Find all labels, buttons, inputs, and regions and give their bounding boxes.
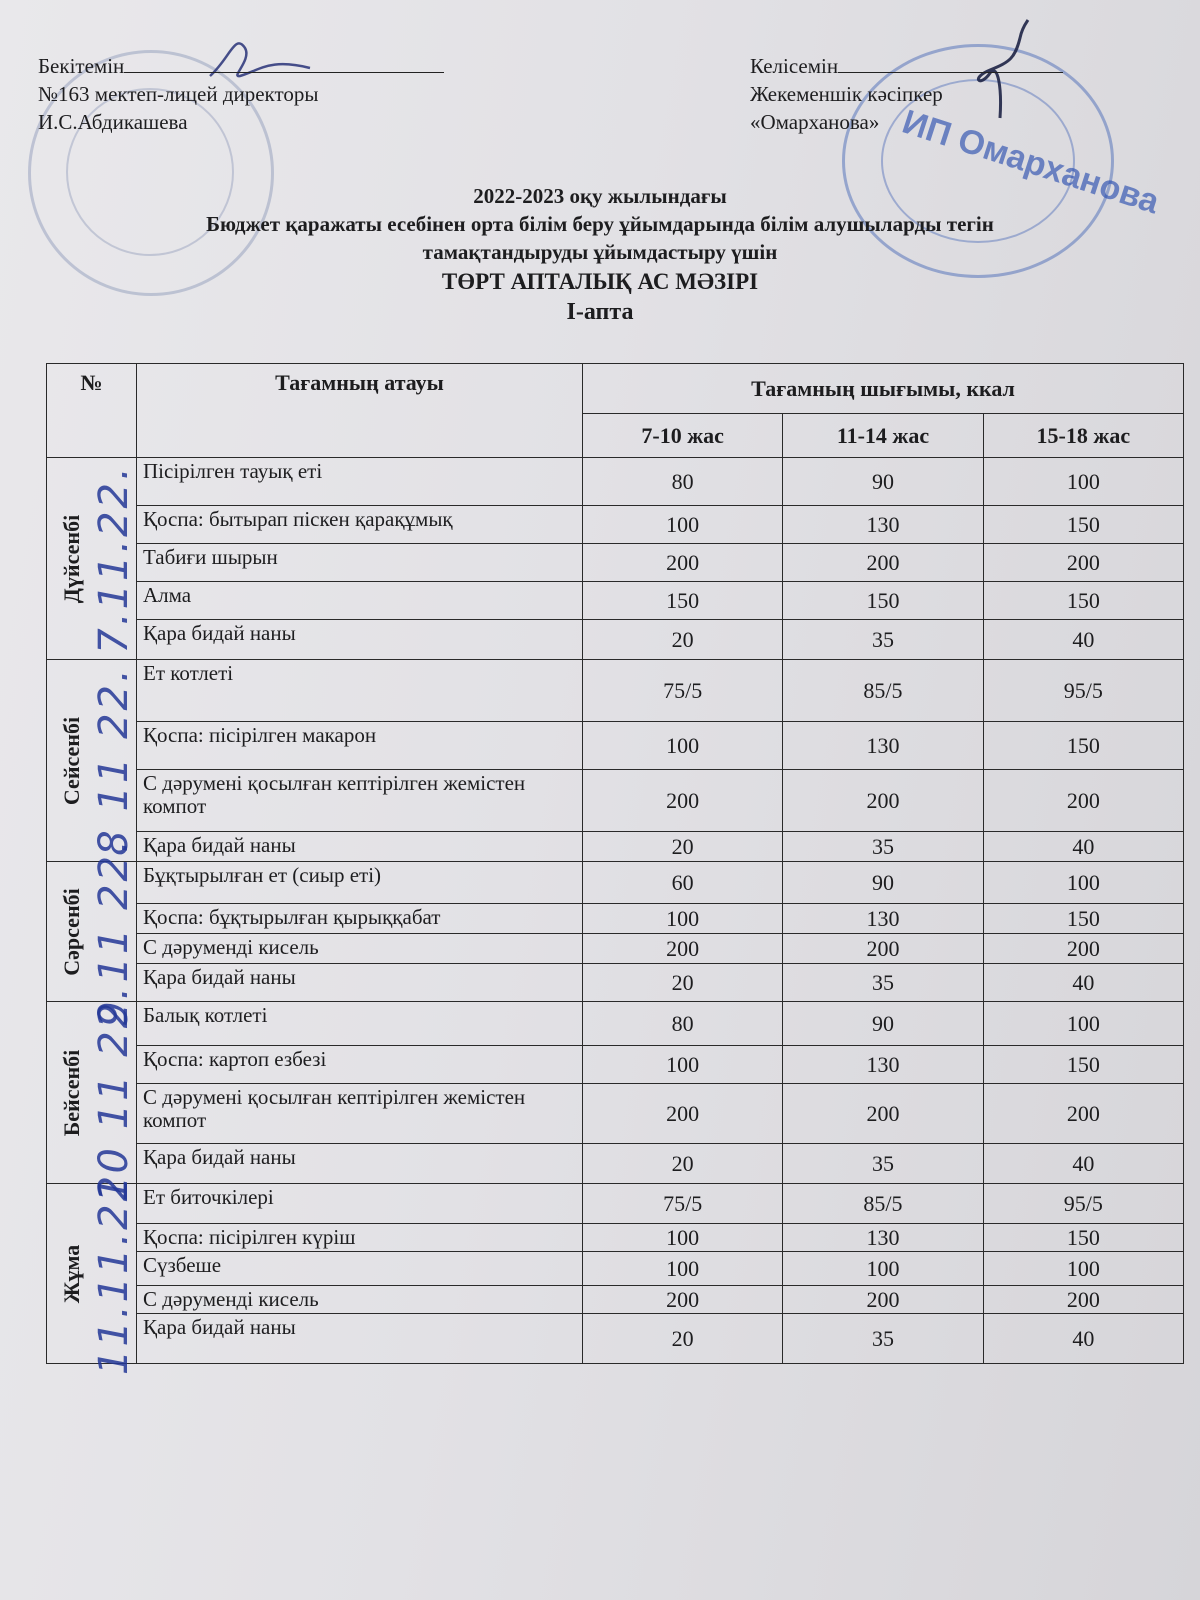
title-year: 2022-2023 оқу жылындағы — [473, 184, 727, 208]
yield-value: 200 — [983, 544, 1183, 582]
day-name: Дүйсенбі — [58, 514, 84, 603]
table-row — [47, 904, 1184, 934]
yield-value: 150 — [983, 722, 1183, 770]
agreement-block — [750, 52, 1063, 136]
yield-value: 20 — [583, 832, 783, 862]
table-row — [47, 1286, 1184, 1314]
handwritten-date: 11.11.22 — [90, 1172, 137, 1375]
yield-value: 35 — [783, 964, 983, 1002]
day-cell — [47, 458, 137, 660]
day-name: Жұма — [58, 1244, 84, 1303]
table-row — [47, 1314, 1184, 1364]
yield-value: 130 — [783, 1046, 983, 1084]
yield-value: 200 — [583, 544, 783, 582]
col-yield-header: Тағамның шығымы, ккал — [583, 364, 1184, 414]
yield-value: 100 — [583, 722, 783, 770]
dish-name: Қара бидай наны — [137, 964, 583, 1002]
title-menu: ТӨРТ АПТАЛЫҚ АС МӘЗІРІ — [441, 269, 759, 294]
yield-value: 150 — [783, 582, 983, 620]
yield-value: 130 — [783, 722, 983, 770]
yield-value: 100 — [583, 1252, 783, 1286]
title-purpose: тамақтандыруды ұйымдастыру үшін — [422, 240, 778, 264]
director-name: И.С.Абдикашева — [38, 110, 188, 134]
yield-value: 60 — [583, 862, 783, 904]
yield-value: 85/5 — [783, 660, 983, 722]
yield-value: 100 — [983, 862, 1183, 904]
yield-value: 20 — [583, 1314, 783, 1364]
yield-value: 75/5 — [583, 660, 783, 722]
col-number-header: № — [47, 364, 137, 458]
dish-name: С дәруменді кисель — [137, 934, 583, 964]
dish-name: Сүзбеше — [137, 1252, 583, 1286]
dish-name: Қара бидай наны — [137, 1144, 583, 1184]
yield-value: 200 — [783, 1286, 983, 1314]
yield-value: 150 — [983, 506, 1183, 544]
yield-value: 40 — [983, 1144, 1183, 1184]
entrepreneur-position: Жекеменшік кәсіпкер — [750, 82, 943, 106]
yield-value: 40 — [983, 620, 1183, 660]
dish-name: Табиғи шырын — [137, 544, 583, 582]
table-row — [47, 620, 1184, 660]
table-row — [47, 770, 1184, 832]
dish-name: С дәрумені қосылған кептірілген жемістен компот — [137, 770, 583, 832]
yield-value: 200 — [983, 934, 1183, 964]
yield-value: 20 — [583, 964, 783, 1002]
yield-value: 80 — [583, 458, 783, 506]
approve-label: Бекітемін — [38, 54, 125, 78]
yield-value: 35 — [783, 620, 983, 660]
table-row — [47, 506, 1184, 544]
table-row — [47, 1002, 1184, 1046]
signature-line — [838, 52, 1063, 73]
dish-name: С дәруменді кисель — [137, 1286, 583, 1314]
approval-block — [38, 52, 444, 136]
yield-value: 150 — [983, 582, 1183, 620]
yield-value: 200 — [583, 770, 783, 832]
title-week: I-апта — [566, 299, 634, 325]
menu-table — [46, 363, 1184, 1375]
yield-value: 90 — [783, 862, 983, 904]
yield-value: 100 — [583, 506, 783, 544]
yield-value: 35 — [783, 832, 983, 862]
yield-value: 20 — [583, 1144, 783, 1184]
yield-value: 100 — [983, 458, 1183, 506]
yield-value: 90 — [783, 458, 983, 506]
yield-value: 150 — [983, 904, 1183, 934]
dish-name: Қоспа: пісірілген макарон — [137, 722, 583, 770]
agree-label: Келісемін — [750, 54, 839, 78]
yield-value: 75/5 — [583, 1184, 783, 1224]
yield-value: 35 — [783, 1144, 983, 1184]
yield-value: 150 — [583, 582, 783, 620]
table-row — [47, 1184, 1184, 1224]
day-name: Бейсенбі — [58, 1049, 84, 1136]
dish-name: Қоспа: бұқтырылған қырыққабат — [137, 904, 583, 934]
table-row — [47, 964, 1184, 1002]
yield-value: 90 — [783, 1002, 983, 1046]
table-row — [47, 1224, 1184, 1252]
table-row — [47, 1084, 1184, 1144]
table-row — [47, 934, 1184, 964]
dish-name: Қара бидай наны — [137, 1314, 583, 1364]
yield-value: 200 — [983, 1286, 1183, 1314]
dish-name: Қоспа: пісірілген күріш — [137, 1224, 583, 1252]
yield-value: 95/5 — [983, 1184, 1183, 1224]
handwritten-date: 10 11 22. — [90, 983, 137, 1202]
yield-value: 200 — [583, 1084, 783, 1144]
yield-value: 200 — [783, 770, 983, 832]
yield-value: 100 — [983, 1002, 1183, 1046]
yield-value: 100 — [583, 1046, 783, 1084]
age-group-header: 15-18 жас — [983, 414, 1183, 458]
title-main: Бюджет қаражаты есебінен орта білім беру ұйымдарында білім алушыларды тегін — [206, 212, 994, 236]
table-row — [47, 544, 1184, 582]
yield-value: 100 — [783, 1252, 983, 1286]
handwritten-date: 9 11 22. — [90, 836, 137, 1027]
yield-value: 80 — [583, 1002, 783, 1046]
dish-name: Қоспа: картоп езбезі — [137, 1046, 583, 1084]
yield-value: 40 — [983, 832, 1183, 862]
handwritten-date: 8 11 22. — [90, 665, 137, 856]
yield-value: 200 — [983, 770, 1183, 832]
table-row — [47, 1252, 1184, 1286]
dish-name: Ет биточкілері — [137, 1184, 583, 1224]
yield-value: 20 — [583, 620, 783, 660]
yield-value: 100 — [983, 1252, 1183, 1286]
col-name-header: Тағамның атауы — [137, 364, 583, 458]
yield-value: 200 — [783, 934, 983, 964]
table-row — [47, 832, 1184, 862]
table-row — [47, 660, 1184, 722]
table-row — [47, 582, 1184, 620]
day-cell — [47, 1172, 137, 1375]
yield-value: 40 — [983, 1314, 1183, 1364]
dish-name: Қара бидай наны — [137, 832, 583, 862]
yield-value: 130 — [783, 904, 983, 934]
dish-name: С дәрумені қосылған кептірілген жемістен компот — [137, 1084, 583, 1144]
dish-name: Бұқтырылған ет (сиыр еті) — [137, 862, 583, 904]
day-name: Сәрсенбі — [58, 887, 84, 976]
day-cell — [47, 660, 137, 862]
dish-name: Пісірілген тауық еті — [137, 458, 583, 506]
table-row — [47, 1046, 1184, 1084]
yield-value: 35 — [783, 1314, 983, 1364]
dish-name: Алма — [137, 582, 583, 620]
yield-value: 200 — [783, 544, 983, 582]
yield-value: 40 — [983, 964, 1183, 1002]
yield-value: 200 — [783, 1084, 983, 1144]
yield-value: 200 — [583, 934, 783, 964]
yield-value: 95/5 — [983, 660, 1183, 722]
handwritten-date: 7.11.22. — [90, 463, 137, 654]
yield-value: 85/5 — [783, 1184, 983, 1224]
day-cell — [47, 836, 137, 1027]
yield-value: 200 — [583, 1286, 783, 1314]
age-group-header: 11-14 жас — [783, 414, 983, 458]
yield-value: 100 — [583, 904, 783, 934]
table-row — [47, 458, 1184, 506]
entrepreneur-name: «Омарханова» — [750, 110, 880, 134]
day-name: Сейсенбі — [58, 716, 84, 805]
table-row — [47, 862, 1184, 904]
dish-name: Ет котлеті — [137, 660, 583, 722]
day-cell — [47, 983, 137, 1202]
age-group-header: 7-10 жас — [583, 414, 783, 458]
yield-value: 130 — [783, 1224, 983, 1252]
table-row — [47, 722, 1184, 770]
yield-value: 100 — [583, 1224, 783, 1252]
dish-name: Қоспа: бытырап піскен қарақұмық — [137, 506, 583, 544]
yield-value: 200 — [983, 1084, 1183, 1144]
dish-name: Балық котлеті — [137, 1002, 583, 1046]
yield-value: 150 — [983, 1224, 1183, 1252]
document-title — [0, 182, 1200, 326]
signature-line — [124, 52, 444, 73]
yield-value: 130 — [783, 506, 983, 544]
dish-name: Қара бидай наны — [137, 620, 583, 660]
director-position: №163 мектеп-лицей директоры — [38, 82, 319, 106]
table-row — [47, 1144, 1184, 1184]
yield-value: 150 — [983, 1046, 1183, 1084]
stamp-name-text: ИП Омарханова — [897, 102, 1164, 222]
